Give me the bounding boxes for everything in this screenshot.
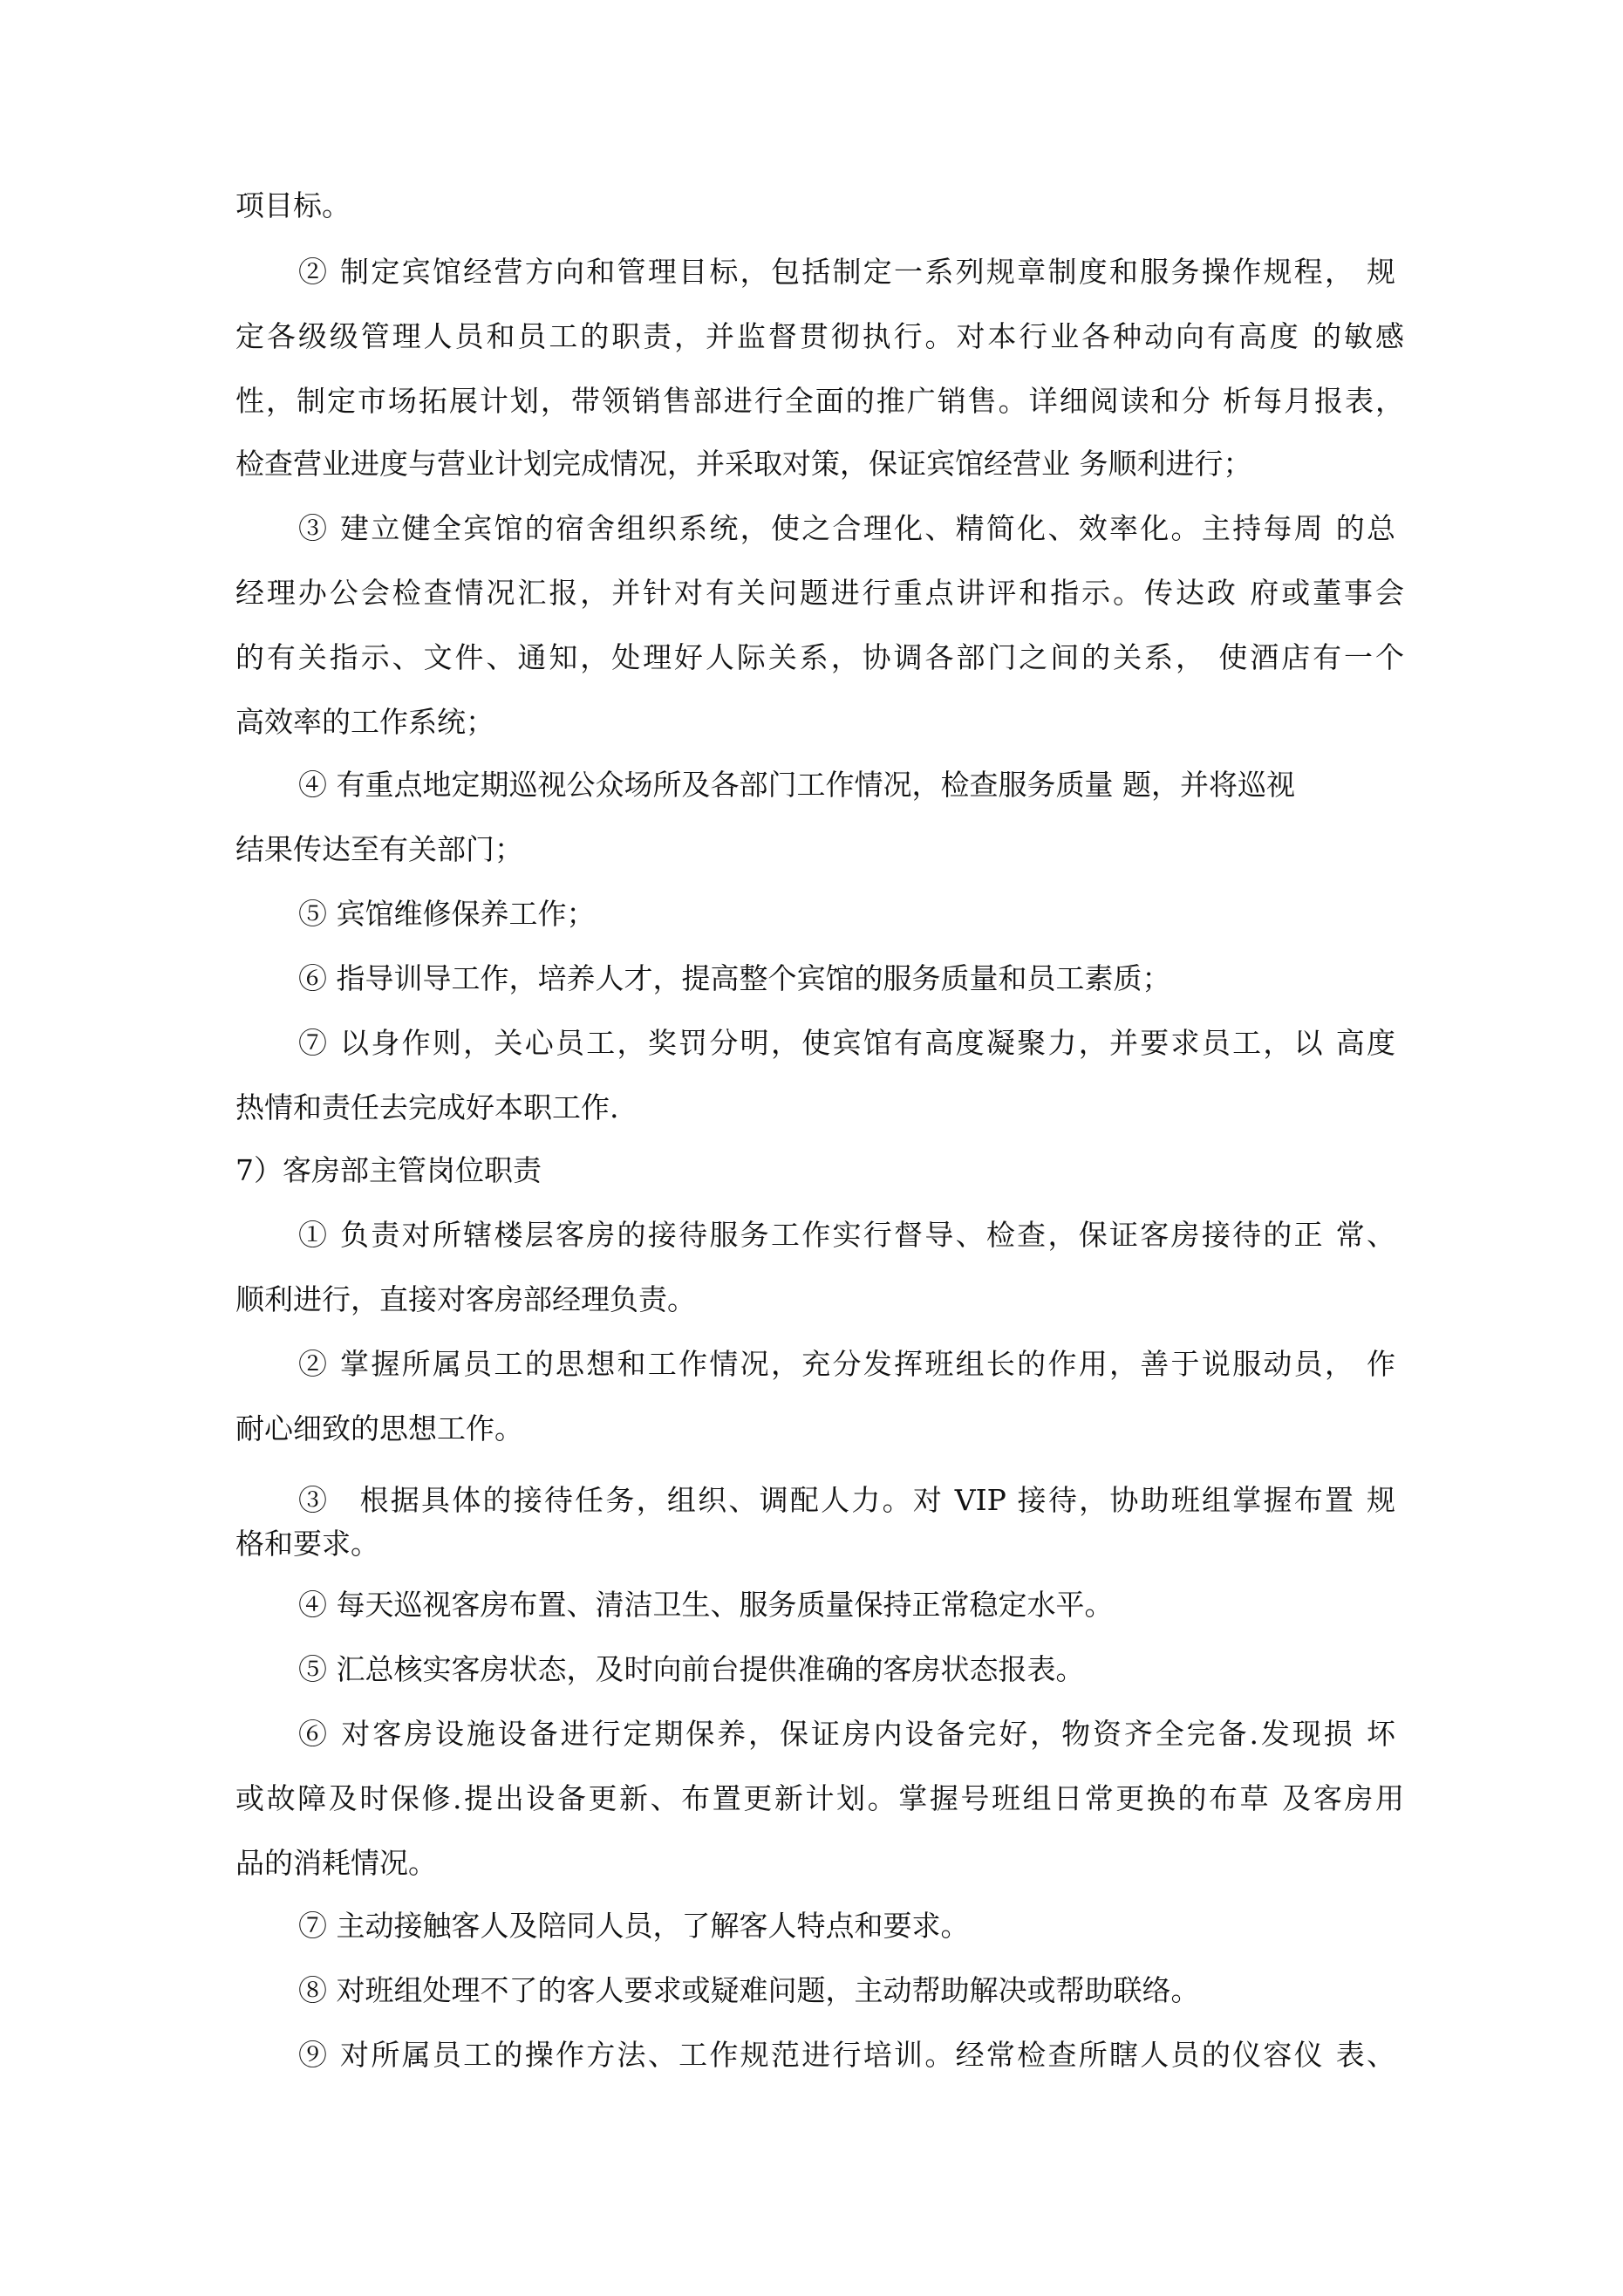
text-line: ⑧ 对班组处理不了的客人要求或疑难问题，主动帮助解决或帮助联络。 [298, 1973, 1200, 2007]
text-line: ② 掌握所属员工的思想和工作情况，充分发挥班组长的作用，善于说服动员， 作 [298, 1347, 1395, 1381]
text-line: ⑨ 对所属员工的操作方法、工作规范进行培训。经常检查所瞎人员的仪容仪 表、 [298, 2038, 1395, 2072]
text-line: 经理办公会检查情况汇报，并针对有关问题进行重点讲评和指示。传达政 府或董事会 [235, 576, 1404, 610]
text-line: ③ 建立健全宾馆的宿舍组织系统，使之合理化、精简化、效率化。主持每周 的总 [298, 511, 1395, 545]
text-line: 检查营业进度与营业计划完成情况，并采取对策，保证宾馆经营业 务顺利进行； [235, 447, 1252, 481]
text-line: ⑦ 主动接触客人及陪同人员，了解客人特点和要求。 [298, 1909, 970, 1943]
text-line: ⑤ 汇总核实客房状态，及时向前台提供准确的客房状态报表。 [298, 1652, 1085, 1686]
text-line: ⑤ 宾馆维修保养工作； [298, 897, 596, 931]
text-line: 耐心细致的思想工作。 [235, 1411, 523, 1445]
text-line: 性，制定市场拓展计划，带领销售部进行全面的推广销售。详细阅读和分 析每月报表， [235, 384, 1404, 418]
text-line: ⑥ 对客房设施设备进行定期保养，保证房内设备完好，物资齐全完备.发现损 坏 [298, 1717, 1395, 1751]
text-line: 定各级级管理人员和员工的职责，并监督贯彻执行。对本行业各种动向有高度 的敏感 [235, 319, 1404, 353]
text-line: ④ 每天巡视客房布置、清洁卫生、服务质量保持正常稳定水平。 [298, 1588, 1114, 1622]
text-line: 项目标。 [235, 188, 351, 222]
text-line: 高效率的工作系统； [235, 705, 494, 739]
text-line: 或故障及时保修.提出设备更新、布置更新计划。掌握号班组日常更换的布草 及客房用 [235, 1781, 1404, 1815]
text-line: 热情和责任去完成好本职工作. [235, 1090, 619, 1124]
text-line: ② 制定宾馆经营方向和管理目标，包括制定一系列规章制度和服务操作规程， 规 [298, 255, 1395, 289]
text-line: 格和要求。 [235, 1527, 379, 1561]
text-line: ③ 根据具体的接待任务，组织、调配人力。对 VIP 接待，协助班组掌握布置 规 [298, 1483, 1395, 1517]
text-line: 品的消耗情况。 [235, 1846, 437, 1880]
text-line: 结果传达至有关部门； [235, 832, 523, 866]
text-line: ① 负责对所辖楼层客房的接待服务工作实行督导、检查，保证客房接待的正 常、 [298, 1218, 1395, 1252]
section-heading: 7）客房部主管岗位职责 [235, 1153, 542, 1187]
text-line: ④ 有重点地定期巡视公众场所及各部门工作情况，检查服务质量 题，并将巡视 [298, 768, 1295, 802]
text-line: 顺利进行，直接对客房部经理负责。 [235, 1282, 696, 1316]
text-line: ⑥ 指导训导工作，培养人才，提高整个宾馆的服务质量和员工素质； [298, 961, 1171, 995]
text-line: 的有关指示、文件、通知，处理好人际关系，协调各部门之间的关系， 使酒店有一个 [235, 640, 1404, 674]
text-line: ⑦ 以身作则，关心员工，奖罚分明，使宾馆有高度凝聚力，并要求员工，以 高度 [298, 1026, 1395, 1060]
